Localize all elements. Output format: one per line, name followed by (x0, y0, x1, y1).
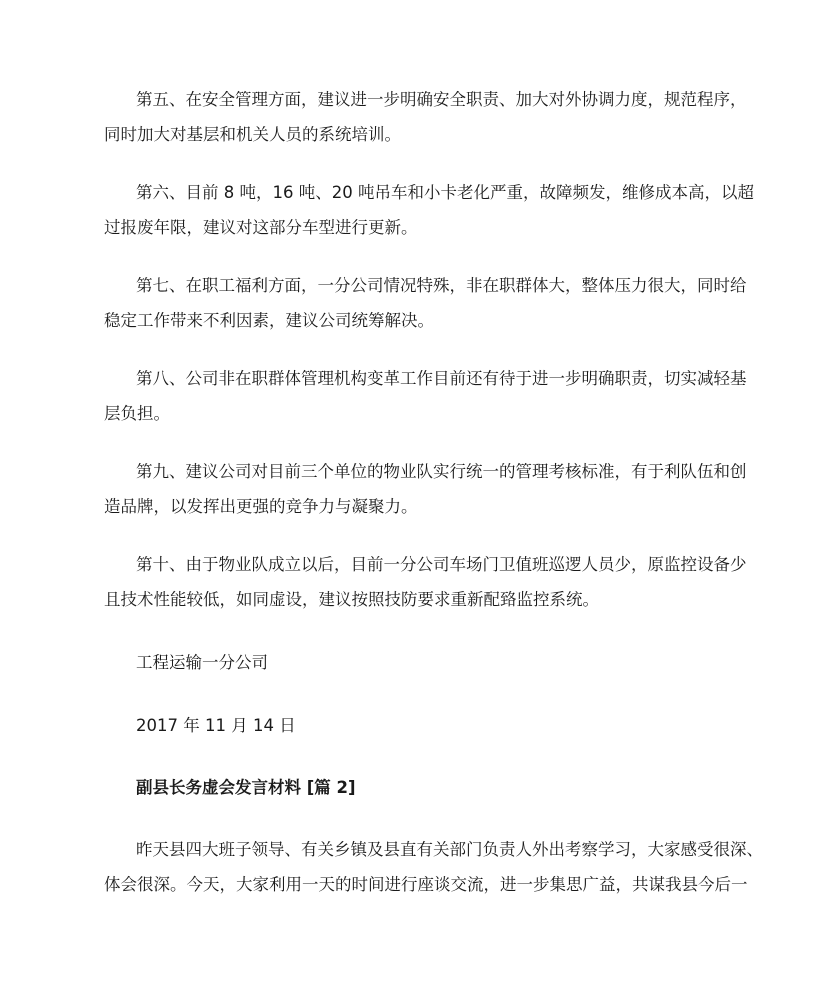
last-paragraph-line-2: 体会很深。今天，大家利用一天的时间进行座谈交流，进一步集思广益，共谋我县今后一 (104, 875, 748, 894)
paragraph-9-line-2: 造品牌，以发挥出更强的竞争力与凝聚力。 (104, 497, 418, 516)
paragraph-8-line-2: 层负担。 (104, 404, 170, 423)
paragraph-7-line-1: 第七、在职工福利方面，一分公司情况特殊，非在职群体大，整体压力很大，同时给 (136, 276, 747, 295)
paragraph-7-line-2: 稳定工作带来不利因素，建议公司统筹解决。 (104, 311, 434, 330)
last-paragraph-line-1: 昨天县四大班子领导、有关乡镇及县直有关部门负责人外出考察学习，大家感受很深、 (136, 840, 763, 859)
paragraph-6-line-2: 过报废年限，建议对这部分车型进行更新。 (104, 218, 418, 237)
signature: 工程运输一分公司 (136, 653, 268, 672)
paragraph-10-line-1: 第十、由于物业队成立以后，目前一分公司车场门卫值班巡逻人员少，原监控设备少 (136, 555, 747, 574)
paragraph-8-line-1: 第八、公司非在职群体管理机构变革工作目前还有待于进一步明确职责，切实减轻基 (136, 369, 747, 388)
paragraph-6-line-1: 第六、目前 8 吨，16 吨、20 吨吊车和小卡老化严重，故障频发，维修成本高，以超 (136, 183, 754, 202)
date: 2017 年 11 月 14 日 (136, 716, 296, 735)
paragraph-10-line-2: 且技术性能较低，如同虚设，建议按照技防要求重新配臵监控系统。 (104, 590, 599, 609)
paragraph-5-line-1: 第五、在安全管理方面，建议进一步明确安全职责、加大对外协调力度，规范程序， (136, 90, 747, 109)
section-heading: 副县长务虚会发言材料 [篇 2] (136, 778, 356, 797)
paragraph-5-line-2: 同时加大对基层和机关人员的系统培训。 (104, 125, 401, 144)
paragraph-9-line-1: 第九、建议公司对目前三个单位的物业队实行统一的管理考核标准，有于利队伍和创 (136, 462, 747, 481)
